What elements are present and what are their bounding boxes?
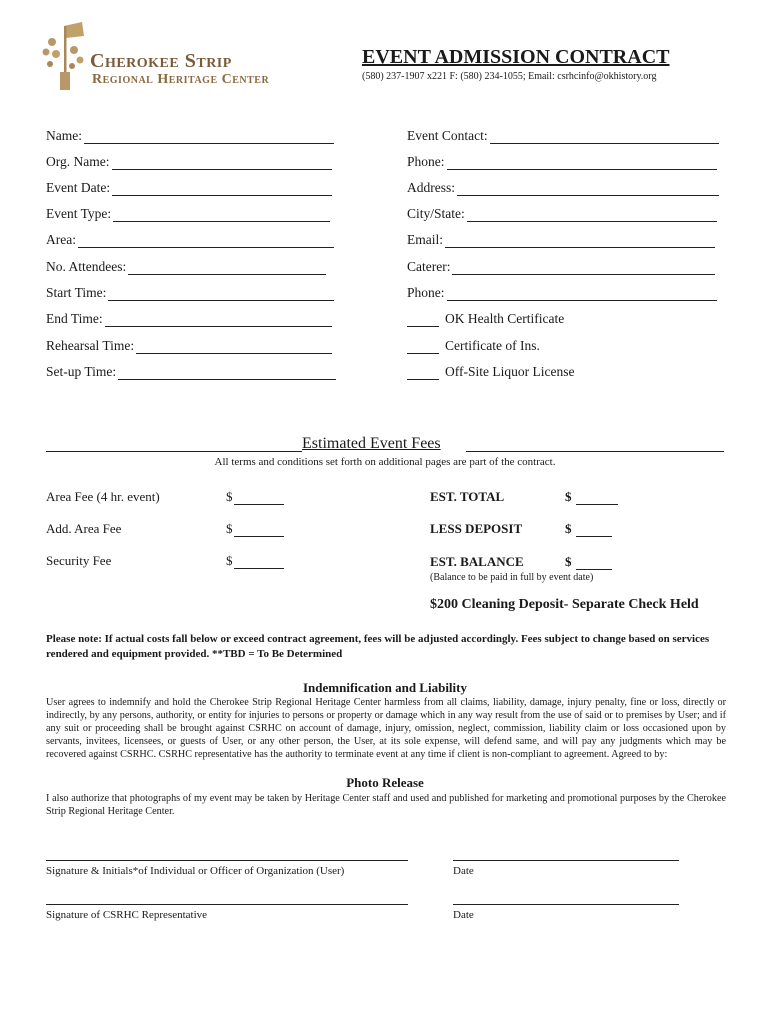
field-label: Set-up Time: bbox=[46, 364, 117, 379]
field-label: Event Date: bbox=[46, 180, 111, 195]
fees-note: All terms and conditions set forth on additional pages are part of the contract. bbox=[214, 456, 556, 468]
org-name-field[interactable] bbox=[46, 152, 332, 170]
field-line bbox=[467, 207, 717, 222]
field-line bbox=[490, 129, 719, 144]
dollar-sign: $ bbox=[565, 554, 572, 569]
photo-release-text: I also authorize that photographs of my event may be taken by Heritage Center staff and used and published for marketing and promotional purposes by the Cherokee Strip Regional Heritage Center. bbox=[46, 793, 726, 817]
field-line bbox=[112, 181, 332, 196]
field-label: Start Time: bbox=[46, 285, 107, 300]
field-label: Org. Name: bbox=[46, 154, 110, 169]
amount-line bbox=[576, 491, 618, 505]
setup-time-field[interactable] bbox=[46, 362, 336, 380]
check-label: OK Health Certificate bbox=[445, 311, 565, 326]
phone-field[interactable] bbox=[407, 152, 717, 170]
field-line bbox=[105, 312, 332, 327]
liquor-license-check[interactable] bbox=[407, 362, 574, 380]
amount-line bbox=[234, 491, 284, 505]
rep-signature-line[interactable] bbox=[46, 904, 408, 905]
field-line bbox=[113, 207, 330, 222]
amount-line bbox=[576, 556, 612, 570]
est-balance-label: EST. BALANCE bbox=[430, 554, 524, 569]
indemnification-text: User agrees to indemnify and hold the Cherokee Strip Regional Heritage Center harmless from all claims, liability, damage, injury penalty, fine or loss, directly or indirectly, by any persons, authority, or entity for injuries to persons or property or damage which in any way result from the use of said or to premises by User; and if any suit or proceeding shall be brought against CSRHC on account of damage, injury, omission, neglect, commission, liability claim or loss occasioned upon by servants, invitees, licensees, or guests of User, or any other person, the User, at its sole expense, will defend same, and will pay any judgments which may be recovered against CSRHC. CSRHC representative has the authority to terminate event at any time if client is non-compliant to agreement. Agreed to by: bbox=[46, 697, 726, 760]
dollar-sign: $ bbox=[226, 521, 233, 536]
dollar-sign: $ bbox=[226, 489, 233, 504]
logo-subtitle: Regional Heritage Center bbox=[92, 72, 270, 87]
caterer-field[interactable] bbox=[407, 257, 715, 275]
rehearsal-time-field[interactable] bbox=[46, 336, 332, 354]
email-field[interactable] bbox=[407, 230, 715, 248]
rep-date-line[interactable] bbox=[453, 904, 679, 905]
field-label: Phone: bbox=[407, 154, 445, 169]
less-deposit-amount[interactable] bbox=[565, 521, 612, 537]
start-time-field[interactable] bbox=[46, 283, 334, 301]
field-line bbox=[78, 233, 334, 248]
contact-info: (580) 237-1907 x221 F: (580) 234-1055; Email: csrhcinfo@okhistory.org bbox=[362, 71, 657, 82]
check-blank bbox=[407, 312, 439, 327]
user-date-label: Date bbox=[453, 865, 474, 877]
field-label: End Time: bbox=[46, 311, 103, 326]
field-label: Rehearsal Time: bbox=[46, 338, 135, 353]
logo-title: Cherokee Strip bbox=[90, 50, 232, 72]
user-date-line[interactable] bbox=[453, 860, 679, 861]
address-field[interactable] bbox=[407, 178, 719, 196]
health-certificate-check[interactable] bbox=[407, 309, 564, 327]
field-label: Address: bbox=[407, 180, 455, 195]
est-total-amount[interactable] bbox=[565, 489, 618, 505]
less-deposit-label: LESS DEPOSIT bbox=[430, 521, 523, 536]
field-line bbox=[128, 260, 326, 275]
est-balance-amount[interactable] bbox=[565, 554, 612, 570]
est-total-label: EST. TOTAL bbox=[430, 489, 505, 504]
area-fee-amount[interactable] bbox=[226, 489, 284, 505]
add-area-fee-amount[interactable] bbox=[226, 521, 284, 537]
name-field[interactable] bbox=[46, 126, 334, 144]
photo-release-title: Photo Release bbox=[346, 775, 424, 790]
check-label: Certificate of Ins. bbox=[445, 338, 540, 353]
field-label: Phone: bbox=[407, 285, 445, 300]
field-line bbox=[447, 286, 717, 301]
field-label: No. Attendees: bbox=[46, 259, 127, 274]
event-type-field[interactable] bbox=[46, 204, 330, 222]
security-fee-label: Security Fee bbox=[46, 553, 112, 568]
check-blank bbox=[407, 365, 439, 380]
fees-divider-right bbox=[466, 451, 724, 452]
page-title: EVENT ADMISSION CONTRACT bbox=[362, 46, 670, 68]
field-line bbox=[118, 365, 336, 380]
field-line bbox=[136, 339, 332, 354]
check-blank bbox=[407, 339, 439, 354]
amount-line bbox=[234, 555, 284, 569]
indemnification-title: Indemnification and Liability bbox=[303, 680, 467, 695]
amount-line bbox=[234, 523, 284, 537]
user-signature-line[interactable] bbox=[46, 860, 408, 861]
field-line bbox=[457, 181, 719, 196]
area-fee-label: Area Fee (4 hr. event) bbox=[46, 489, 160, 504]
city-state-field[interactable] bbox=[407, 204, 717, 222]
fees-title: Estimated Event Fees bbox=[302, 435, 441, 452]
add-area-fee-label: Add. Area Fee bbox=[46, 521, 122, 536]
field-label: Email: bbox=[407, 232, 443, 247]
field-line bbox=[452, 260, 715, 275]
event-date-field[interactable] bbox=[46, 178, 332, 196]
field-line bbox=[447, 155, 717, 170]
cleaning-deposit-note: $200 Cleaning Deposit- Separate Check Held bbox=[430, 597, 699, 612]
field-label: Caterer: bbox=[407, 259, 451, 274]
field-line bbox=[112, 155, 333, 170]
field-label: City/State: bbox=[407, 206, 465, 221]
field-line bbox=[84, 129, 334, 144]
field-line bbox=[108, 286, 334, 301]
attendees-field[interactable] bbox=[46, 257, 326, 275]
fees-divider-left bbox=[46, 451, 302, 452]
balance-note: (Balance to be paid in full by event date) bbox=[430, 572, 594, 583]
check-label: Off-Site Liquor License bbox=[445, 364, 575, 379]
amount-line bbox=[576, 523, 612, 537]
field-label: Event Type: bbox=[46, 206, 112, 221]
security-fee-amount[interactable] bbox=[226, 553, 284, 569]
field-label: Area: bbox=[46, 232, 76, 247]
insurance-certificate-check[interactable] bbox=[407, 336, 540, 354]
event-contact-field[interactable] bbox=[407, 126, 719, 144]
rep-date-label: Date bbox=[453, 909, 474, 921]
dollar-sign: $ bbox=[226, 553, 233, 568]
caterer-phone-field[interactable] bbox=[407, 283, 717, 301]
field-label: Name: bbox=[46, 128, 82, 143]
dollar-sign: $ bbox=[565, 521, 572, 536]
field-line bbox=[445, 233, 715, 248]
rep-signature-label: Signature of CSRHC Representative bbox=[46, 909, 208, 921]
tree-flag-icon bbox=[43, 22, 85, 90]
dollar-sign: $ bbox=[565, 489, 572, 504]
user-signature-label: Signature & Initials*of Individual or Officer of Organization (User) bbox=[46, 865, 345, 877]
field-label: Event Contact: bbox=[407, 128, 488, 143]
area-field[interactable] bbox=[46, 230, 334, 248]
end-time-field[interactable] bbox=[46, 309, 332, 327]
please-note: Please note: If actual costs fall below or exceed contract agreement, fees will be adjusted accordingly. Fees subject to change based on services rendered and equipment provided. **TBD = To Be Determined bbox=[46, 633, 710, 660]
